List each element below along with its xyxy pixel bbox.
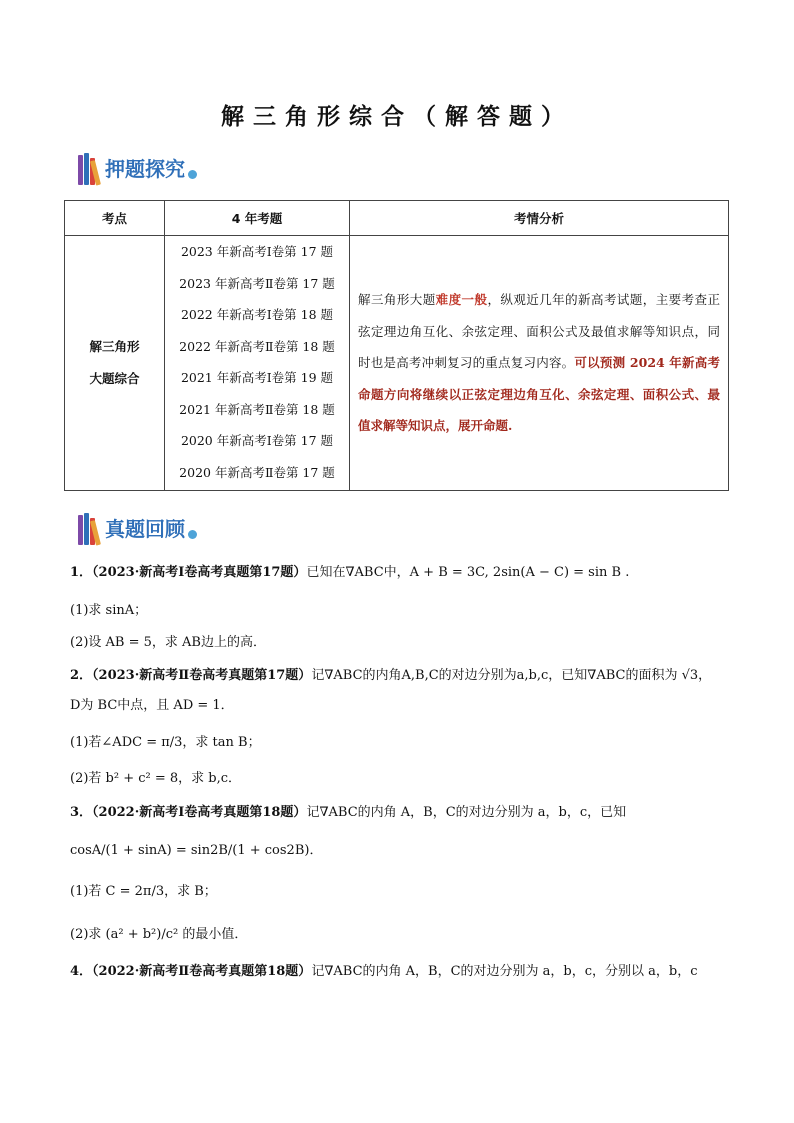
header-analysis: 考情分析: [350, 201, 729, 236]
analysis-text: ，纵观近几年的新高考试题，主要考查正弦定理边角互化、余弦定理、面积公式及最值求解等知识点，同时也是高考冲刺复习的重点复习内容。: [358, 292, 720, 371]
header-kaodian: 考点: [65, 201, 165, 236]
question-1-part-1: (1)求 sinA；: [70, 603, 148, 618]
question-source: （2023·新高考Ⅰ卷高考真题第17题）: [92, 565, 307, 580]
page-title: 解三角形综合（解答题）: [221, 104, 573, 130]
years-cell: [165, 236, 350, 491]
question-3-formula: cosA/(1 + sinA) = sin2B/(1 + cos2B)．: [70, 843, 323, 858]
section-header-review: [78, 512, 197, 546]
year-item: 2022 年新高考Ⅰ卷第 18 题: [180, 307, 334, 322]
question-text: 记∇ABC的内角 A，B，C的对边分别为 a，b，c，分别以 a，b，c: [311, 964, 698, 979]
section-label: 真题回顾: [105, 517, 185, 541]
year-item: 2020 年新高考Ⅰ卷第 17 题: [180, 433, 334, 448]
table-row: [65, 236, 729, 491]
dot-icon: [188, 530, 197, 539]
exam-analysis-table: [64, 200, 729, 491]
question-number: 4．: [70, 964, 93, 979]
question-number: 1．: [70, 565, 93, 580]
question-text: 记∇ABC的内角 A，B，C的对边分别为 a，b，c，已知: [306, 805, 627, 820]
header-years: 4 年考题: [165, 201, 350, 236]
question-2-stem: [70, 666, 711, 686]
year-item: 2022 年新高考Ⅱ卷第 18 题: [179, 338, 335, 354]
question-3-part-1: (1)若 C = 2π/3，求 B；: [70, 884, 217, 899]
question-1-part-2: (2)设 AB = 5，求 AB边上的高．: [70, 635, 266, 650]
question-source: （2023·新高考Ⅱ卷高考真题第17题）: [92, 668, 312, 683]
year-item: 2020 年新高考Ⅱ卷第 17 题: [179, 464, 335, 480]
question-source: （2022·新高考Ⅰ卷高考真题第18题）: [92, 805, 307, 820]
question-2-part-1: (1)若∠ADC = π/3，求 tan B；: [70, 735, 261, 750]
books-icon: [78, 513, 102, 545]
question-2-part-2: (2)若 b² + c² = 8，求 b,c．: [70, 771, 242, 786]
dot-icon: [188, 170, 197, 179]
question-3-stem: [70, 803, 626, 823]
year-item: 2023 年新高考Ⅱ卷第 17 题: [179, 275, 335, 291]
kaodian-line-1: 解三角形: [89, 339, 140, 354]
question-source: （2022·新高考Ⅱ卷高考真题第18题）: [92, 964, 312, 979]
year-item: 2023 年新高考Ⅰ卷第 17 题: [180, 244, 334, 259]
question-text: 已知在∇ABC中，A + B = 3C, 2sin(A − C) = sin B .: [306, 565, 630, 580]
analysis-prediction: 可以预测 2024 年新高考命题方向将继续以正弦定理边角互化、余弦定理、面积公式、最值求解等知识点，展开命题.: [358, 355, 720, 434]
analysis-text: 解三角形大题: [358, 292, 436, 308]
question-number: 2．: [70, 668, 93, 683]
year-item: 2021 年新高考Ⅱ卷第 18 题: [179, 401, 335, 417]
question-1-stem: [70, 563, 629, 583]
kaodian-line-2: 大题综合: [89, 371, 140, 386]
section-label: 押题探究: [105, 157, 185, 181]
question-4-stem: [70, 962, 698, 982]
books-icon: [78, 153, 102, 185]
question-3-part-2: (2)求 (a² + b²)/c² 的最小值．: [70, 927, 248, 942]
year-item: 2021 年新高考Ⅰ卷第 19 题: [180, 370, 334, 385]
analysis-cell: [350, 236, 729, 491]
section-header-explore: [78, 152, 197, 186]
question-text: 记∇ABC的内角A,B,C的对边分别为a,b,c，已知∇ABC的面积为 √3，: [311, 668, 712, 683]
kaodian-cell: [65, 236, 165, 491]
table-header-row: [65, 201, 729, 236]
analysis-highlight: 难度一般: [435, 292, 488, 308]
question-2-stem-line-2: D为 BC中点，且 AD = 1．: [70, 698, 234, 713]
question-number: 3．: [70, 805, 93, 820]
